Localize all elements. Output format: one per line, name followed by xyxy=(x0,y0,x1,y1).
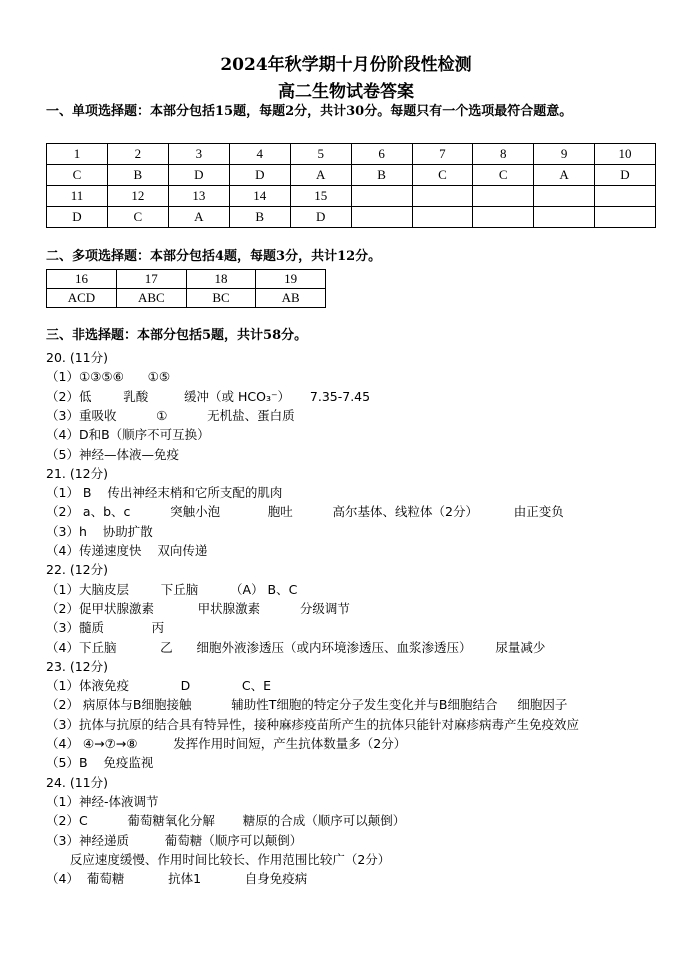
answer-line: （3）重吸收 ① 无机盐、蛋白质 xyxy=(46,407,295,423)
table-cell: 7 xyxy=(412,144,473,165)
table-cell: 15 xyxy=(290,186,351,207)
answer-line: 20. (11分) xyxy=(46,350,109,365)
table-cell: 8 xyxy=(473,144,534,165)
answer-line: （4）D和B（顺序不可互换） xyxy=(46,427,210,443)
table-cell: A xyxy=(534,165,595,186)
table-cell: A xyxy=(168,207,229,228)
answer-line: （3）神经递质 葡萄糖（顺序可以颠倒） xyxy=(46,832,303,848)
table-cell: 1 xyxy=(47,144,108,165)
table-cell: D xyxy=(595,165,656,186)
table-cell: 14 xyxy=(229,186,290,207)
table-cell: B xyxy=(229,207,290,228)
table-cell: 4 xyxy=(229,144,290,165)
section1-heading: 一、单项选择题：本部分包括15题，每题2分，共计30分。每题只有一个选项最符合题意。 xyxy=(46,104,573,119)
answer-row xyxy=(47,289,326,308)
answer-line: （1） B 传出神经末梢和它所支配的肌肉 xyxy=(46,485,283,501)
answer-line: （5）神经—体液—免疫 xyxy=(46,446,179,462)
answer-line: （4）下丘脑 乙 细胞外液渗透压（或内环境渗透压、血浆渗透压） 尿量减少 xyxy=(46,639,546,655)
answer-line: （3）h 协助扩散 xyxy=(46,523,153,539)
table-cell: D xyxy=(168,165,229,186)
answer-line: （2） a、b、c 突触小泡 胞吐 高尔基体、线粒体（2分） 由正变负 xyxy=(46,504,564,520)
answer-line: （4） ④→⑦→⑧ 发挥作用时间短，产生抗体数量多（2分） xyxy=(46,736,407,751)
table-cell xyxy=(412,186,473,207)
table-cell xyxy=(595,186,656,207)
table-cell: D xyxy=(290,207,351,228)
table-cell: B xyxy=(107,165,168,186)
answer-line: （4） 葡萄糖 抗体1 自身免疫病 xyxy=(46,871,308,887)
answer-line: 23. (12分) xyxy=(46,658,109,674)
table-cell: 6 xyxy=(351,144,412,165)
page-subtitle: 高二生物试卷答案 xyxy=(278,82,414,102)
table-cell: 18 xyxy=(186,270,256,289)
table-cell: 2 xyxy=(107,144,168,165)
table-cell: 11 xyxy=(47,186,108,207)
table-cell: C xyxy=(47,165,108,186)
table-cell xyxy=(351,207,412,228)
table-cell: 17 xyxy=(116,270,186,289)
table-cell: 19 xyxy=(256,270,326,289)
answer-line: （5）B 免疫监视 xyxy=(46,755,154,771)
table-cell: C xyxy=(107,207,168,228)
table-cell xyxy=(534,186,595,207)
table-cell: 10 xyxy=(595,144,656,165)
answer-line: （2）促甲状腺激素 甲状腺激素 分级调节 xyxy=(46,600,350,616)
table-cell: 3 xyxy=(168,144,229,165)
answer-row xyxy=(47,207,656,228)
table-cell: 16 xyxy=(47,270,117,289)
table-cell: 13 xyxy=(168,186,229,207)
answer-row xyxy=(47,186,656,207)
answer-line: 24. (11分) xyxy=(46,774,109,790)
answer-line: （1）大脑皮层 下丘脑 （A） B、C xyxy=(46,581,298,597)
table-cell: 12 xyxy=(107,186,168,207)
table-cell xyxy=(473,186,534,207)
table-cell: C xyxy=(412,165,473,186)
answer-line: （1）①③⑤⑥ ①⑤ xyxy=(46,369,171,385)
multi-choice-answer-table xyxy=(46,269,326,308)
table-cell xyxy=(473,207,534,228)
table-cell: A xyxy=(290,165,351,186)
table-cell: B xyxy=(351,165,412,186)
answer-line: （1）神经-体液调节 xyxy=(46,793,159,809)
table-cell: 9 xyxy=(534,144,595,165)
table-cell: D xyxy=(47,207,108,228)
answer-line: （3）髓质 丙 xyxy=(46,620,165,636)
table-cell: BC xyxy=(186,289,256,308)
answer-line: 21. (12分) xyxy=(46,465,109,481)
answer-row xyxy=(47,144,656,165)
answer-line: （3）抗体与抗原的结合具有特异性，接种麻疹疫苗所产生的抗体只能针对麻疹病毒产生免疫效应 xyxy=(46,716,579,732)
answer-line: （2） 病原体与B细胞接触 辅助性T细胞的特定分子发生变化并与B细胞结合 细胞因子 xyxy=(46,697,568,713)
table-cell xyxy=(412,207,473,228)
answer-line: （4）传递速度快 双向传递 xyxy=(46,543,208,558)
section2-heading: 二、多项选择题：本部分包括4题，每题3分，共计12分。 xyxy=(46,249,382,264)
single-choice-answer-table xyxy=(46,143,656,228)
page-title: 2024年秋学期十月份阶段性检测 xyxy=(220,55,472,75)
table-cell: D xyxy=(229,165,290,186)
answer-row xyxy=(47,270,326,289)
answer-line: 22. (12分) xyxy=(46,562,109,578)
table-cell xyxy=(534,207,595,228)
answer-line: （2）C 葡萄糖氧化分解 糖原的合成（顺序可以颠倒） xyxy=(46,813,406,829)
answer-row xyxy=(47,165,656,186)
table-cell xyxy=(595,207,656,228)
table-cell: ACD xyxy=(47,289,117,308)
answer-line: （1）体液免疫 D C、E xyxy=(46,678,272,694)
answer-line: （2）低 乳酸 缓冲（或 HCO₃⁻） 7.35-7.45 xyxy=(46,388,371,404)
table-cell: C xyxy=(473,165,534,186)
section3-heading: 三、非选择题：本部分包括5题，共计58分。 xyxy=(46,328,308,343)
table-cell: 5 xyxy=(290,144,351,165)
table-cell: ABC xyxy=(116,289,186,308)
table-cell xyxy=(351,186,412,207)
table-cell: AB xyxy=(256,289,326,308)
answer-line: 反应速度缓慢、作用时间比较长、作用范围比较广（2分） xyxy=(46,851,391,867)
